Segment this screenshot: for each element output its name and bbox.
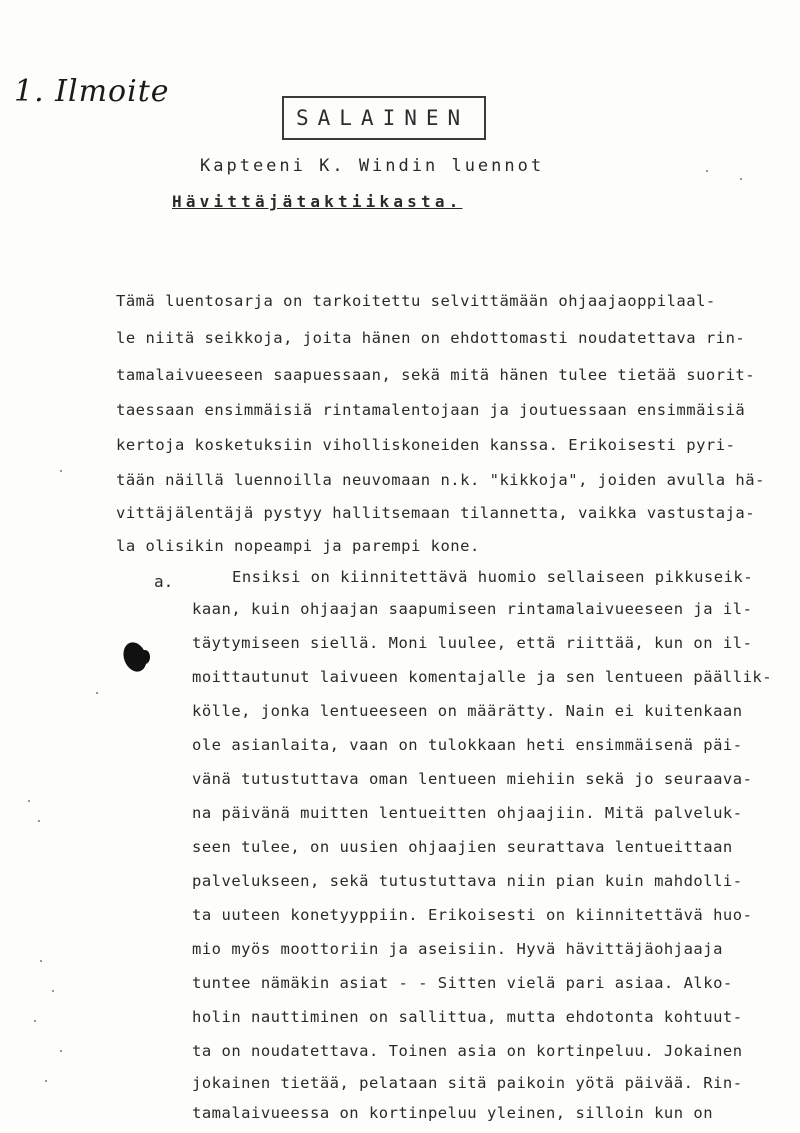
- intro-line: tamalaivueeseen saapuessaan, sekä mitä hänen tulee tietää suorit-: [116, 366, 756, 384]
- intro-line: la olisikin nopeampi ja parempi kone.: [116, 537, 480, 555]
- intro-line: tään näillä luennoilla neuvomaan n.k. "kikkoja", joiden avulla hä-: [116, 471, 765, 489]
- intro-line: Tämä luentosarja on tarkoitettu selvittämään ohjaajaoppilaal-: [116, 292, 716, 310]
- item-a-line: mio myös moottoriin ja aseisiin. Hyvä hävittäjäohjaaja: [192, 940, 723, 958]
- item-a-line: tamalaivueessa on kortinpeluu yleinen, silloin kun on: [192, 1104, 714, 1122]
- scan-speck: [52, 990, 54, 992]
- scan-speck: [45, 1080, 47, 1082]
- item-a-line: moittautunut laivueen komentajalle ja sen lentueen päällik-: [192, 668, 773, 686]
- intro-line: taessaan ensimmäisiä rintamalentojaan ja joutuessaan ensimmäisiä: [116, 401, 746, 419]
- handwritten-margin-note: 1. Ilmoite: [14, 74, 170, 109]
- item-a-line: palvelukseen, sekä tutustuttava niin pian kuin mahdolli-: [192, 872, 743, 890]
- scan-speck: [740, 178, 742, 180]
- item-a-line: kölle, jonka lentueeseen on määrätty. Nain ei kuitenkaan: [192, 702, 743, 720]
- item-a-line: kaan, kuin ohjaajan saapumiseen rintamalaivueeseen ja il-: [192, 600, 753, 618]
- ink-blot-icon: [140, 650, 150, 664]
- item-a-line: täytymiseen siellä. Moni luulee, että riittää, kun on il-: [192, 634, 753, 652]
- scan-speck: [40, 960, 42, 962]
- document-title: Kapteeni K. Windin luennot: [200, 156, 545, 176]
- scan-speck: [60, 1050, 62, 1052]
- scan-speck: [28, 800, 30, 802]
- scan-speck: [38, 820, 40, 822]
- intro-line: vittäjälentäjä pystyy hallitsemaan tilannetta, vaikka vastustaja-: [116, 504, 756, 522]
- classification-stamp-text: SALAINEN: [296, 106, 470, 130]
- item-a-label: a.: [154, 572, 174, 591]
- item-a-line: holin nauttiminen on sallittua, mutta ehdotonta kohtuut-: [192, 1008, 743, 1026]
- item-a-line: seen tulee, on uusien ohjaajien seurattava lentueittaan: [192, 838, 733, 856]
- scan-speck: [96, 692, 98, 694]
- item-a-line: ta uuteen konetyyppiin. Erikoisesti on kiinnitettävä huo-: [192, 906, 753, 924]
- item-a-line: vänä tutustuttava oman lentueen miehiin sekä jo seuraava-: [192, 770, 753, 788]
- scan-speck: [60, 470, 62, 472]
- item-a-line: ole asianlaita, vaan on tulokkaan heti ensimmäisenä päi-: [192, 736, 743, 754]
- intro-line: kertoja kosketuksiin viholliskoneiden kanssa. Erikoisesti pyri-: [116, 436, 736, 454]
- document-subtitle: Hävittäjätaktiikasta.: [172, 192, 463, 211]
- item-a-line: Ensiksi on kiinnitettävä huomio sellaiseen pikkuseik-: [232, 568, 754, 586]
- item-a-line: ta on noudatettava. Toinen asia on kortinpeluu. Jokainen: [192, 1042, 743, 1060]
- item-a-line: jokainen tietää, pelataan sitä paikoin yötä päivää. Rin-: [192, 1074, 743, 1092]
- item-a-line: tuntee nämäkin asiat - - Sitten vielä pari asiaa. Alko-: [192, 974, 733, 992]
- item-a-line: na päivänä muitten lentueitten ohjaajiin. Mitä palveluk-: [192, 804, 743, 822]
- intro-line: le niitä seikkoja, joita hänen on ehdottomasti noudatettava rin-: [116, 329, 746, 347]
- scan-speck: [34, 1020, 36, 1022]
- scan-speck: [706, 170, 708, 172]
